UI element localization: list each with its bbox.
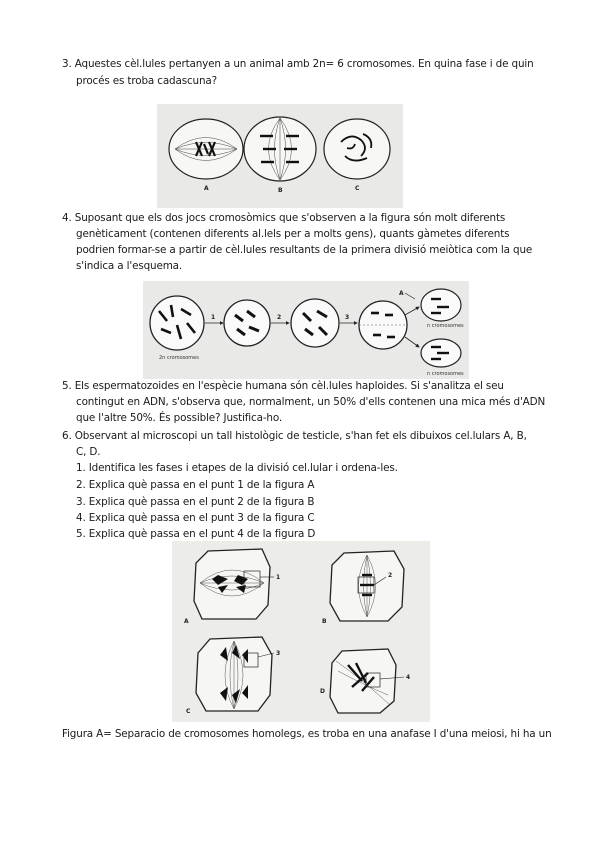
q6-cell-a xyxy=(184,549,280,625)
q6-label-d: D xyxy=(320,688,325,695)
q6-item-3: 3. Explica què passa en el punt 2 de la figura B xyxy=(76,496,315,508)
q3-line-2: procés es troba cadascuna? xyxy=(76,75,217,87)
answer-line-1: Figura A= Separacio de cromosomes homolegs, es troba en una anafase I d'una meiosi, hi ha un xyxy=(62,728,552,740)
q4-line-2: genèticament (contenen diferents al.lels per a molts gens), quants gàmetes diferents xyxy=(76,228,510,240)
q4-label-a: A xyxy=(399,290,404,297)
q4-daughter-top xyxy=(421,289,464,329)
q6-line-1: 6. Observant al microscopi un tall histològic de testicle, s'han fet els dibuixos cel.lulars A, B, xyxy=(62,430,527,442)
q3-line-1: 3. Aquestes cèl.lules pertanyen a un animal amb 2n= 6 cromosomes. En quina fase i de quin xyxy=(62,58,534,70)
q6-line-2: C, D. xyxy=(76,446,101,458)
q3-label-a: A xyxy=(204,185,209,192)
q6-cells-drawing xyxy=(172,541,430,722)
q4-label-n-bottom: n cromosomes xyxy=(427,371,464,377)
q4-line-3: podrien formar-se a partir de cèl.lules resultants de la primera divisió meiòtica com la que xyxy=(76,244,533,256)
q4-line-1: 4. Suposant que els dos jocs cromosòmics que s'observen a la figura són molt diferents xyxy=(62,212,506,224)
q3-figure xyxy=(157,104,403,208)
q6-item-2: 2. Explica què passa en el punt 1 de la figura A xyxy=(76,479,315,491)
q6-point-4: 4 xyxy=(406,674,411,681)
q4-step-1: 1 xyxy=(211,314,216,321)
q6-item-1: 1. Identifica les fases i etapes de la divisió cel.lular i ordena-les. xyxy=(76,462,398,474)
q4-cell-step-1 xyxy=(224,300,270,346)
q4-line-4: s'indica a l'esquema. xyxy=(76,260,183,272)
q6-label-b: B xyxy=(322,618,327,625)
q3-cells-drawing xyxy=(157,104,403,208)
q4-cell-step-2 xyxy=(291,299,339,347)
q3-cell-c xyxy=(324,119,390,192)
q4-step-2: 2 xyxy=(277,314,282,321)
q3-cell-b xyxy=(244,117,316,194)
q6-item-4: 4. Explica què passa en el punt 3 de la figura C xyxy=(76,512,315,524)
q4-cell-step-3 xyxy=(359,301,407,349)
q6-cell-d xyxy=(320,649,410,713)
q5-line-2: contingut en ADN, s'observa que, normalment, un 50% d'ells contenen una mica més d'ADN xyxy=(76,396,546,408)
q4-label-n-top: n cromosomes xyxy=(427,323,464,329)
q5-line-1: 5. Els espermatozoides en l'espècie humana són cèl.lules haploides. Si s'analitza el seu xyxy=(62,380,504,392)
q6-point-1: 1 xyxy=(276,574,281,581)
q6-figure xyxy=(172,541,430,722)
q6-point-3: 3 xyxy=(276,650,281,657)
q6-label-a: A xyxy=(184,618,189,625)
q4-meiosis-scheme xyxy=(143,281,469,379)
q5-line-3: que l'altre 50%. És possible? Justifica-ho. xyxy=(76,412,283,424)
q6-cell-c xyxy=(186,637,280,715)
q4-figure xyxy=(143,281,469,379)
q4-daughter-bottom xyxy=(421,339,464,377)
q6-point-2: 2 xyxy=(388,572,393,579)
q3-label-b: B xyxy=(278,187,283,194)
q6-label-c: C xyxy=(186,708,191,715)
q3-label-c: C xyxy=(355,185,360,192)
q4-cell-2n xyxy=(150,296,204,361)
q6-cell-b xyxy=(322,551,404,625)
q6-item-5: 5. Explica què passa en el punt 4 de la figura D xyxy=(76,528,316,540)
q4-label-2n: 2n cromosomes xyxy=(159,355,199,361)
q3-cell-a xyxy=(169,119,243,192)
q4-step-3: 3 xyxy=(345,314,350,321)
